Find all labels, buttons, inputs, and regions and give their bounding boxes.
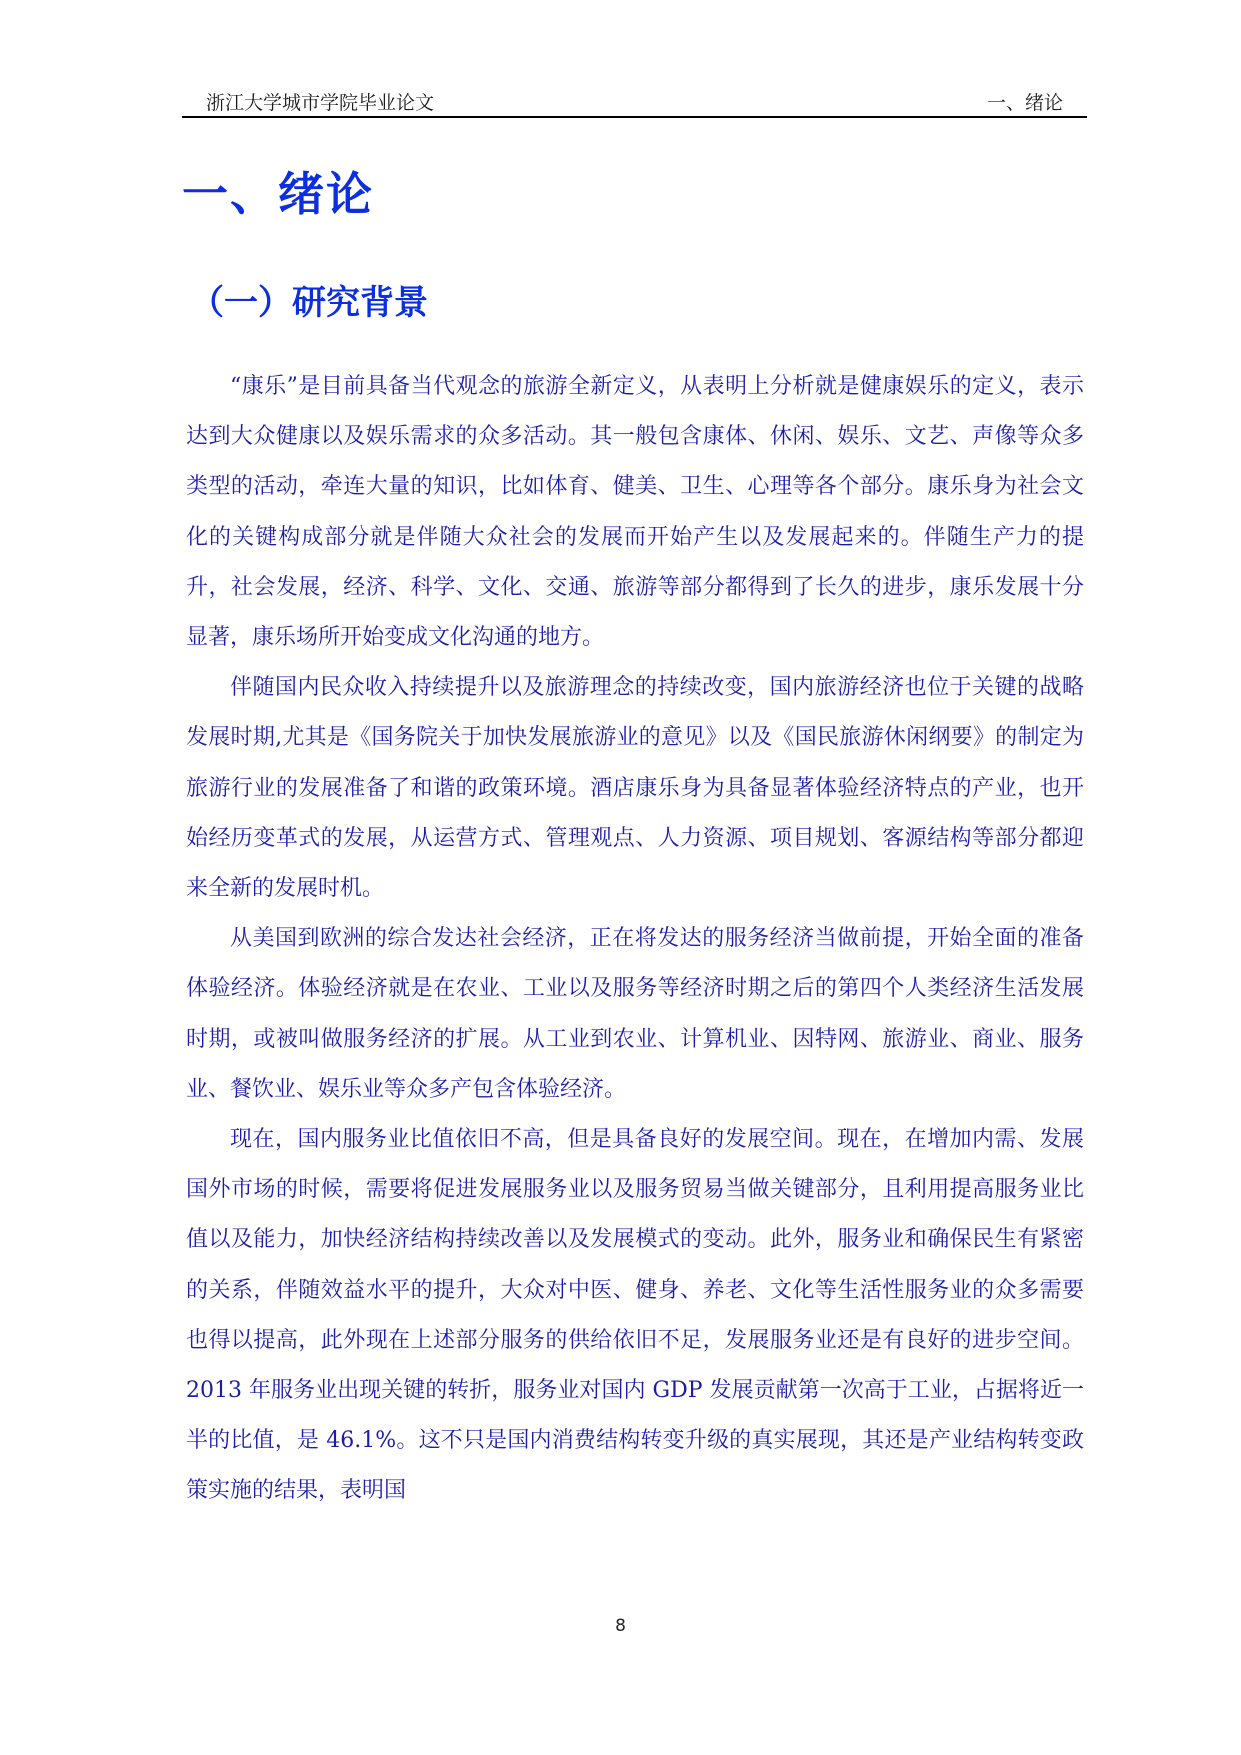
paragraph: 伴随国内民众收入持续提升以及旅游理念的持续改变，国内旅游经济也位于关键的战略发展时期,尤其是《国务院关于加快发展旅游业的意见》以及《国民旅游休闲纲要》的制定为旅游行业的发展准备了和谐的政策环境。酒店康乐身为具备显著体验经济特点的产业，也开始经历变革式的发展，从运营方式、管理观点、人力资源、项目规划、客源结构等部分都迎来全新的发展时机。 [186, 675, 1084, 902]
paragraph: “康乐”是目前具备当代观念的旅游全新定义，从表明上分析就是健康娱乐的定义，表示达到大众健康以及娱乐需求的众多活动。其一般包含康体、休闲、娱乐、文艺、声像等众多类型的活动，牵连大量的知识，比如体育、健美、卫生、心理等各个部分。康乐身为社会文化的关键构成部分就是伴随大众社会的发展而开始产生以及发展起来的。伴随生产力的提升，社会发展，经济、科学、文化、交通、旅游等部分都得到了长久的进步，康乐发展十分显著，康乐场所开始变成文化沟通的地方。 [186, 374, 1084, 651]
page-header [182, 84, 1087, 118]
paragraph: 从美国到欧洲的综合发达社会经济，正在将发达的服务经济当做前提，开始全面的准备体验经济。体验经济就是在农业、工业以及服务等经济时期之后的第四个人类经济生活发展时期，或被叫做服务经济的扩展。从工业到农业、计算机业、因特网、旅游业、商业、服务业、餐饮业、娱乐业等众多产包含体验经济。 [186, 926, 1084, 1102]
header-chapter-name: 一、绪论 [986, 92, 1063, 114]
page-number: 8 [615, 1616, 626, 1636]
paragraph: 现在，国内服务业比值依旧不高，但是具备良好的发展空间。现在，在增加内需、发展国外市场的时候，需要将促进发展服务业以及服务贸易当做关键部分，且利用提高服务业比值以及能力，加快经济结构持续改善以及发展模式的变动。此外，服务业和确保民生有紧密的关系，伴随效益水平的提升，大众对中医、健身、养老、文化等生活性服务业的众多需要也得以提高，此外现在上述部分服务的供给依旧不足，发展服务业还是有良好的进步空间。2013 年服务业出现关键的转折，服务业对国内 GDP 发展贡献第一次高于工业，占据将近一半的比值，是 46.1%。这不只是国内消费结构转变升级的真实展现，其还是产业结构转变政策实施的结果，表明国 [186, 1127, 1084, 1504]
body-text [186, 362, 1084, 1517]
chapter-title: 一、绪论 [182, 167, 374, 221]
section-title: （一）研究背景 [190, 283, 428, 323]
header-thesis-title: 浙江大学城市学院毕业论文 [206, 92, 435, 114]
